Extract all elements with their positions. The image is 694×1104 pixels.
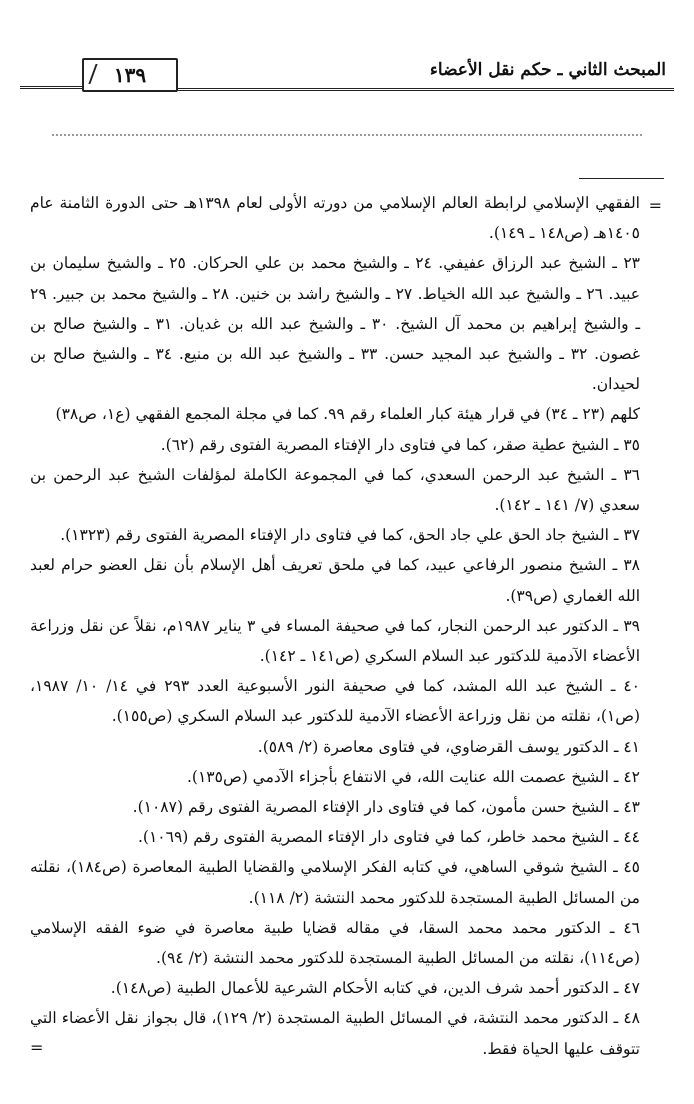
footnote-rule (579, 178, 664, 179)
paragraph: ٣٦ ـ الشيخ عبد الرحمن السعدي، كما في المجموعة الكاملة لمؤلفات الشيخ عبد الرحمن بن سعدي (٧/ ١٤١ ـ ١٤٢). (30, 465, 640, 515)
paragraph: ٤٥ ـ الشيخ شوقي الساهي، في كتابه الفكر الإسلامي والقضايا الطبية المعاصرة (ص١٨٤)، نقلته من المسائل الطبية المستجدة للدكتور محمد النتشة (٢/ ١١٨). (30, 858, 640, 907)
running-header (20, 58, 674, 92)
paragraph: ٤٨ ـ الدكتور محمد النتشة، في المسائل الطبية المستجدة (٢/ ١٢٩)، قال بجواز نقل الأعضاء التي تتوقف عليها الحياة فقط. (30, 1009, 640, 1058)
paragraph: ٣٧ ـ الشيخ جاد الحق علي جاد الحق، كما في فتاوى دار الإفتاء المصرية الفتوى رقم (١٣٢٣). (60, 526, 640, 545)
paragraph: ٣٨ ـ الشيخ منصور الرفاعي عبيد، كما في ملحق تعريف أهل الإسلام بأن نقل العضو حرام لعبد الله الغماري (ص٣٩). (30, 556, 640, 605)
paragraph: ٤١ ـ الدكتور يوسف القرضاوي، في فتاوى معاصرة (٢/ ٥٨٩). (257, 737, 640, 756)
header-rule (130, 88, 674, 91)
paragraph: ٤٢ ـ الشيخ عصمت الله عنايت الله، في الانتفاع بأجزاء الآدمي (ص١٣٥). (187, 767, 640, 786)
paragraph: ٣٥ ـ الشيخ عطية صقر، كما في فتاوى دار الإفتاء المصرية الفتوى رقم (٦٢). (160, 435, 640, 454)
paragraph: ٢٣ ـ الشيخ عبد الرزاق عفيفي. ٢٤ ـ والشيخ محمد بن علي الحركان. ٢٥ ـ والشيخ سليمان بن عبيد. ٢٦ ـ والشيخ عبد الله الخياط. ٢٧ ـ والشيخ راشد بن خنين. ٢٨ ـ والشيخ محمد بن جبير. ٢٩ ـ والشيخ إبراهيم بن محمد آل الشيخ. ٣٠ ـ والشيخ عبد الله بن غديان. ٣١ ـ والشيخ صالح بن غصون. ٣٢ ـ والشيخ عبد المجيد حسن. ٣٣ ـ والشيخ عبد الله بن منيع. ٣٤ ـ والشيخ صالح بن لحيدان. (30, 254, 641, 394)
paragraph: كلهم (٢٣ ـ ٣٤) في قرار هيئة كبار العلماء رقم ٩٩. كما في مجلة المجمع الفقهي (ع١، ص٣٨) (55, 405, 640, 424)
paragraph: ٤٦ ـ الدكتور محمد محمد السقا، في مقاله قضايا طبية معاصرة في ضوء الفقه الإسلامي (ص١١٤)، نقلته من المسائل الطبية المستجدة للدكتور محمد النتشة (٢/ ٩٤). (30, 918, 640, 968)
paragraph: ٣٩ ـ الدكتور عبد الرحمن النجار، كما في صحيفة المساء في ٣ يناير ١٩٨٧م، نقلاً عن نقل وزراعة الأعضاء الآدمية للدكتور عبد السلام السكري (ص١٤١ ـ ١٤٢). (30, 616, 640, 666)
paragraph: ٤٧ ـ الدكتور أحمد شرف الدين، في كتابه الأحكام الشرعية للأعمال الطبية (ص١٤٨). (110, 979, 640, 998)
dotted-separator (52, 134, 642, 136)
paragraph: الفقهي الإسلامي لرابطة العالم الإسلامي من دورته الأولى لعام ١٣٩٨هـ حتى الدورة الثامنة عام ١٤٠٥هـ (ص١٤٨ ـ ١٤٩). (30, 194, 640, 243)
page-number: ١٣٩ (82, 58, 178, 92)
continuation-mark-bottom: = (30, 1038, 44, 1057)
paragraph: ٤٠ ـ الشيخ عبد الله المشد، كما في صحيفة النور الأسبوعية العدد ٢٩٣ في ١٤/ ١٠/ ١٩٨٧، (ص١)، نقلته من نقل وزراعة الأعضاء الآدمية للدكتور عبد السلام السكري (ص١٥٥). (30, 677, 640, 726)
paragraph: ٤٤ ـ الشيخ محمد خاطر، كما في فتاوى دار الإفتاء المصرية الفتوى رقم (١٠٦٩). (138, 828, 640, 847)
chapter-title: المبحث الثاني ـ حكم نقل الأعضاء (429, 60, 666, 80)
footnote-text (30, 188, 640, 1064)
paragraph: ٤٣ ـ الشيخ حسن مأمون، كما في فتاوى دار الإفتاء المصرية الفتوى رقم (١٠٨٧). (132, 798, 640, 817)
continuation-mark: = (648, 196, 662, 215)
